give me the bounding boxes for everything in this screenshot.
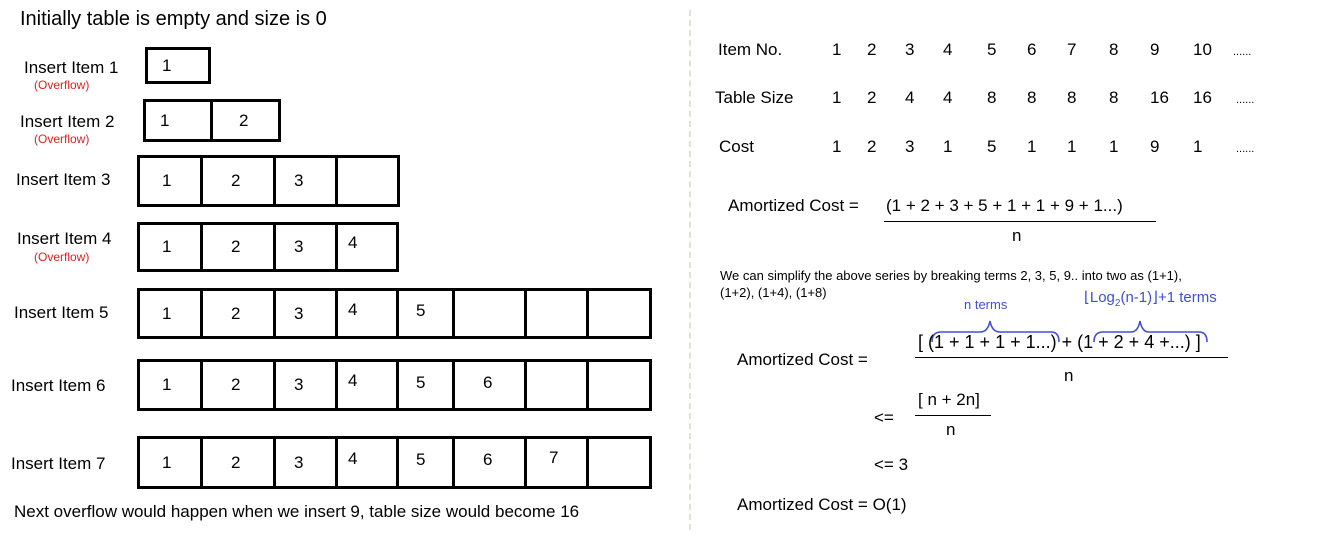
row-label-2: Insert Item 2 <box>20 112 115 131</box>
array-cell <box>586 362 649 408</box>
table-cell: 5 <box>987 137 997 156</box>
amortized-label-2: Amortized Cost = <box>737 350 868 369</box>
table-cell: 2 <box>867 40 877 59</box>
table-cell: 7 <box>1067 40 1077 59</box>
table-cell: 1 <box>943 137 953 156</box>
array-cell: 7 <box>524 439 586 486</box>
array-cell: 6 <box>452 439 524 486</box>
table-cell: 6 <box>1027 40 1037 59</box>
table-cell: 1 <box>832 88 842 107</box>
array-cell: 4 <box>335 291 396 336</box>
amortized-denominator-2: n <box>1064 366 1074 385</box>
table-cell: 4 <box>943 88 953 107</box>
array-cell: 5 <box>396 439 452 486</box>
array-row-1 <box>145 47 211 84</box>
array-cell <box>452 291 524 336</box>
amortized-numerator-1: (1 + 2 + 3 + 5 + 1 + 1 + 9 + 1...) <box>886 196 1123 215</box>
table-row-label: Table Size <box>715 88 794 107</box>
array-cell <box>524 362 586 408</box>
array-cell: 1 <box>162 237 172 256</box>
array-cell: 1 <box>162 452 172 472</box>
table-row-label: Cost <box>719 137 754 156</box>
step1-denominator: n <box>946 420 956 439</box>
brace-label-n-terms: n terms <box>964 297 1008 312</box>
row-label-1: Insert Item 1 <box>24 58 119 77</box>
table-cell: 1 <box>832 137 842 156</box>
table-cell: 5 <box>987 40 997 59</box>
array-cell: 1 <box>160 110 170 130</box>
overflow-note-4: (Overflow) <box>34 250 90 264</box>
table-cell: 1 <box>1027 137 1037 156</box>
array-cell: 2 <box>200 225 273 269</box>
fraction-bar-2 <box>915 357 1228 358</box>
array-cell: 2 <box>200 158 273 204</box>
table-cell: 8 <box>987 88 997 107</box>
row-label-5: Insert Item 5 <box>14 303 109 322</box>
overflow-note-2: (Overflow) <box>34 132 90 146</box>
array-cell: 2 <box>200 291 273 336</box>
table-cell: 1 <box>1193 137 1203 156</box>
table-cell: 8 <box>1067 88 1077 107</box>
row-label-7: Insert Item 7 <box>11 454 106 473</box>
amortized-numerator-2: [ (1 + 1 + 1 + 1...) + (1 + 2 + 4 +...) ] <box>918 332 1201 352</box>
array-cell: 1 <box>162 375 172 394</box>
array-row-7 <box>137 436 652 489</box>
table-cell: 2 <box>867 88 877 107</box>
table-cell: 2 <box>867 137 877 156</box>
array-cell: 3 <box>273 439 335 486</box>
array-cell <box>524 291 586 336</box>
array-cell: 5 <box>396 291 452 336</box>
final-result: Amortized Cost = O(1) <box>737 495 907 514</box>
table-ellipsis: ...... <box>1236 143 1255 155</box>
array-row-5 <box>137 288 652 339</box>
array-cell: 3 <box>273 158 335 204</box>
table-cell: 3 <box>905 40 915 59</box>
array-row-4 <box>137 222 399 272</box>
left-heading: Initially table is empty and size is 0 <box>20 8 327 30</box>
step1-numerator: [ n + 2n] <box>918 390 980 409</box>
array-cell: 2 <box>200 439 273 486</box>
array-cell: 3 <box>273 225 335 269</box>
overflow-footer: Next overflow would happen when we insert 9, table size would become 16 <box>14 502 580 521</box>
array-cell: 1 <box>162 171 172 190</box>
array-cell: 1 <box>162 303 172 323</box>
le-symbol-1: <= <box>874 408 894 427</box>
table-cell: 8 <box>1109 88 1119 107</box>
fraction-bar-3 <box>915 415 991 416</box>
step2-bound: <= 3 <box>874 455 909 474</box>
table-cell: 1 <box>1109 137 1119 156</box>
table-row-label: Item No. <box>718 40 783 59</box>
table-ellipsis: ...... <box>1236 94 1255 106</box>
brace-label-log-terms: ⌊Log$_2$(n-1)⌋+1 terms <box>1084 289 1217 309</box>
array-cell <box>586 439 649 486</box>
table-cell: 3 <box>905 137 915 156</box>
array-cell: 2 <box>210 102 278 139</box>
table-cell: 16 <box>1193 88 1212 107</box>
array-cell: 6 <box>452 362 524 408</box>
table-ellipsis: ...... <box>1233 46 1252 58</box>
array-row-6 <box>137 359 652 411</box>
amortized-label-1: Amortized Cost = <box>728 196 859 215</box>
table-cell: 9 <box>1150 40 1160 59</box>
array-row-3 <box>137 155 400 207</box>
fraction-bar-1 <box>884 221 1156 222</box>
array-cell: 3 <box>273 362 335 408</box>
array-cell <box>335 158 397 204</box>
row-label-6: Insert Item 6 <box>11 376 106 395</box>
array-cell: 3 <box>273 291 335 336</box>
table-cell: 4 <box>943 40 953 59</box>
array-cell: 4 <box>335 439 396 486</box>
array-cell <box>586 291 649 336</box>
table-cell: 1 <box>832 40 842 59</box>
amortized-denominator-1: n <box>1012 226 1022 245</box>
table-cell: 4 <box>905 88 915 107</box>
overflow-note-1: (Overflow) <box>34 78 90 92</box>
panel-divider <box>689 10 691 530</box>
table-cell: 1 <box>1067 137 1077 156</box>
table-cell: 8 <box>1027 88 1037 107</box>
explanation-line-2: (1+2), (1+4), (1+8) <box>720 285 827 300</box>
array-cell: 4 <box>335 225 396 269</box>
array-cell: 1 <box>162 55 172 75</box>
table-cell: 16 <box>1150 88 1169 107</box>
row-label-3: Insert Item 3 <box>16 170 111 189</box>
array-cell: 2 <box>200 362 273 408</box>
row-label-4: Insert Item 4 <box>17 229 112 248</box>
array-row-2 <box>143 99 281 142</box>
array-cell: 5 <box>396 362 452 408</box>
array-cell: 4 <box>335 362 396 408</box>
table-cell: 10 <box>1193 40 1212 59</box>
table-cell: 8 <box>1109 40 1119 59</box>
explanation-line-1: We can simplify the above series by breaking terms 2, 3, 5, 9.. into two as (1+1), <box>720 268 1182 283</box>
table-cell: 9 <box>1150 137 1160 156</box>
